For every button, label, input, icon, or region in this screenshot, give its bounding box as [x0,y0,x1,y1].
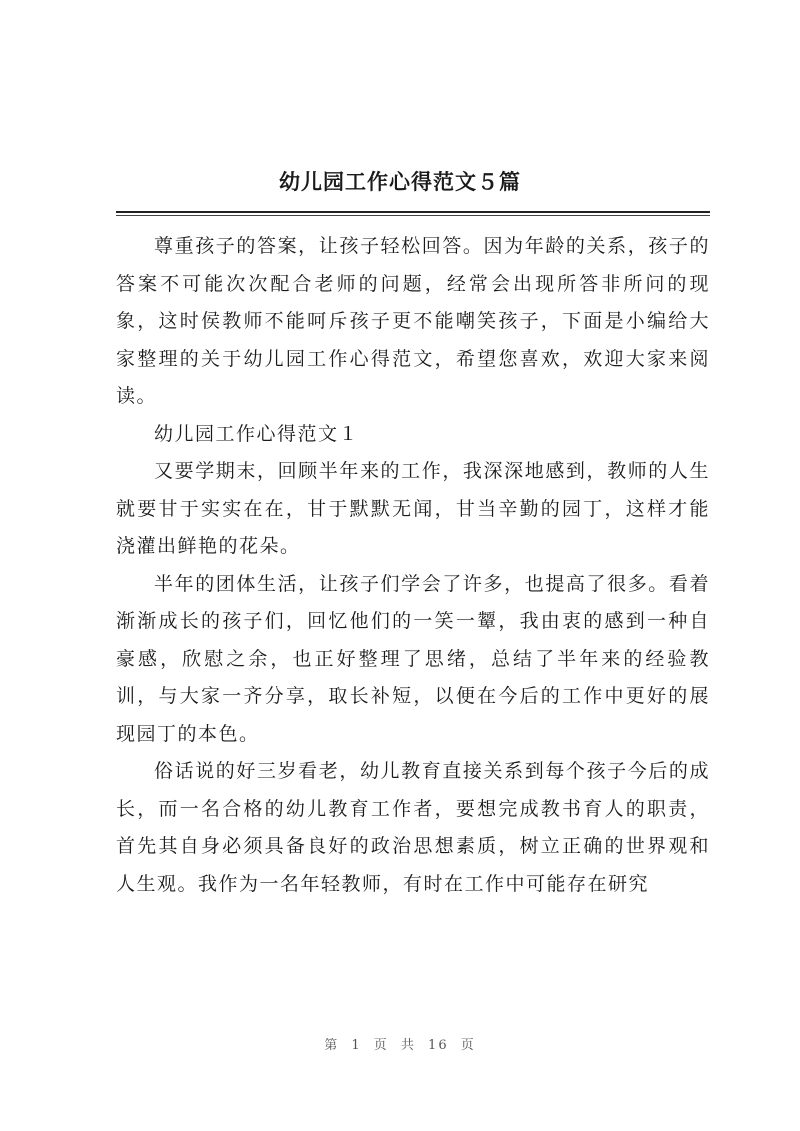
body-paragraph-1: 又要学期末，回顾半年来的工作，我深深地感到，教师的人生就要甘于实实在在，甘于默默无闻，甘当辛勤的园丁，这样才能浇灌出鲜艳的花朵。 [116,460,710,557]
section-heading: 幼儿园工作心得范文１ [154,422,360,445]
page-number-footer: 第 1 页 共 16 页 [324,1038,476,1053]
body-paragraph-3: 俗话说的好三岁看老，幼儿教育直接关系到每个孩子今后的成长，而一名合格的幼儿教育工作者，要想完成教书育人的职责，首先其自身必须具备良好的政治思想素质，树立正确的世界观和人生观。我作为一名年轻教师，有时在工作中可能存在研究 [116,760,710,895]
title-divider [116,211,710,213]
body-paragraph-2: 半年的团体生活，让孩子们学会了许多，也提高了很多。看着渐渐成长的孩子们，回忆他们的一笑一颦，我由衷的感到一种自豪感，欣慰之余，也正好整理了思绪，总结了半年来的经验教训，与大家一齐分享，取长补短，以便在今后的工作中更好的展现园丁的本色。 [116,572,710,745]
title-divider-thin [116,215,710,216]
document-title: 幼儿园工作心得范文５篇 [279,169,521,194]
document-body [116,228,710,903]
intro-paragraph: 尊重孩子的答案，让孩子轻松回答。因为年龄的关系，孩子的答案不可能次次配合老师的问题，经常会出现所答非所问的现象，这时侯教师不能呵斥孩子更不能嘲笑孩子，下面是小编给大家整理的关于幼儿园工作心得范文，希望您喜欢，欢迎大家来阅读。 [116,235,710,407]
